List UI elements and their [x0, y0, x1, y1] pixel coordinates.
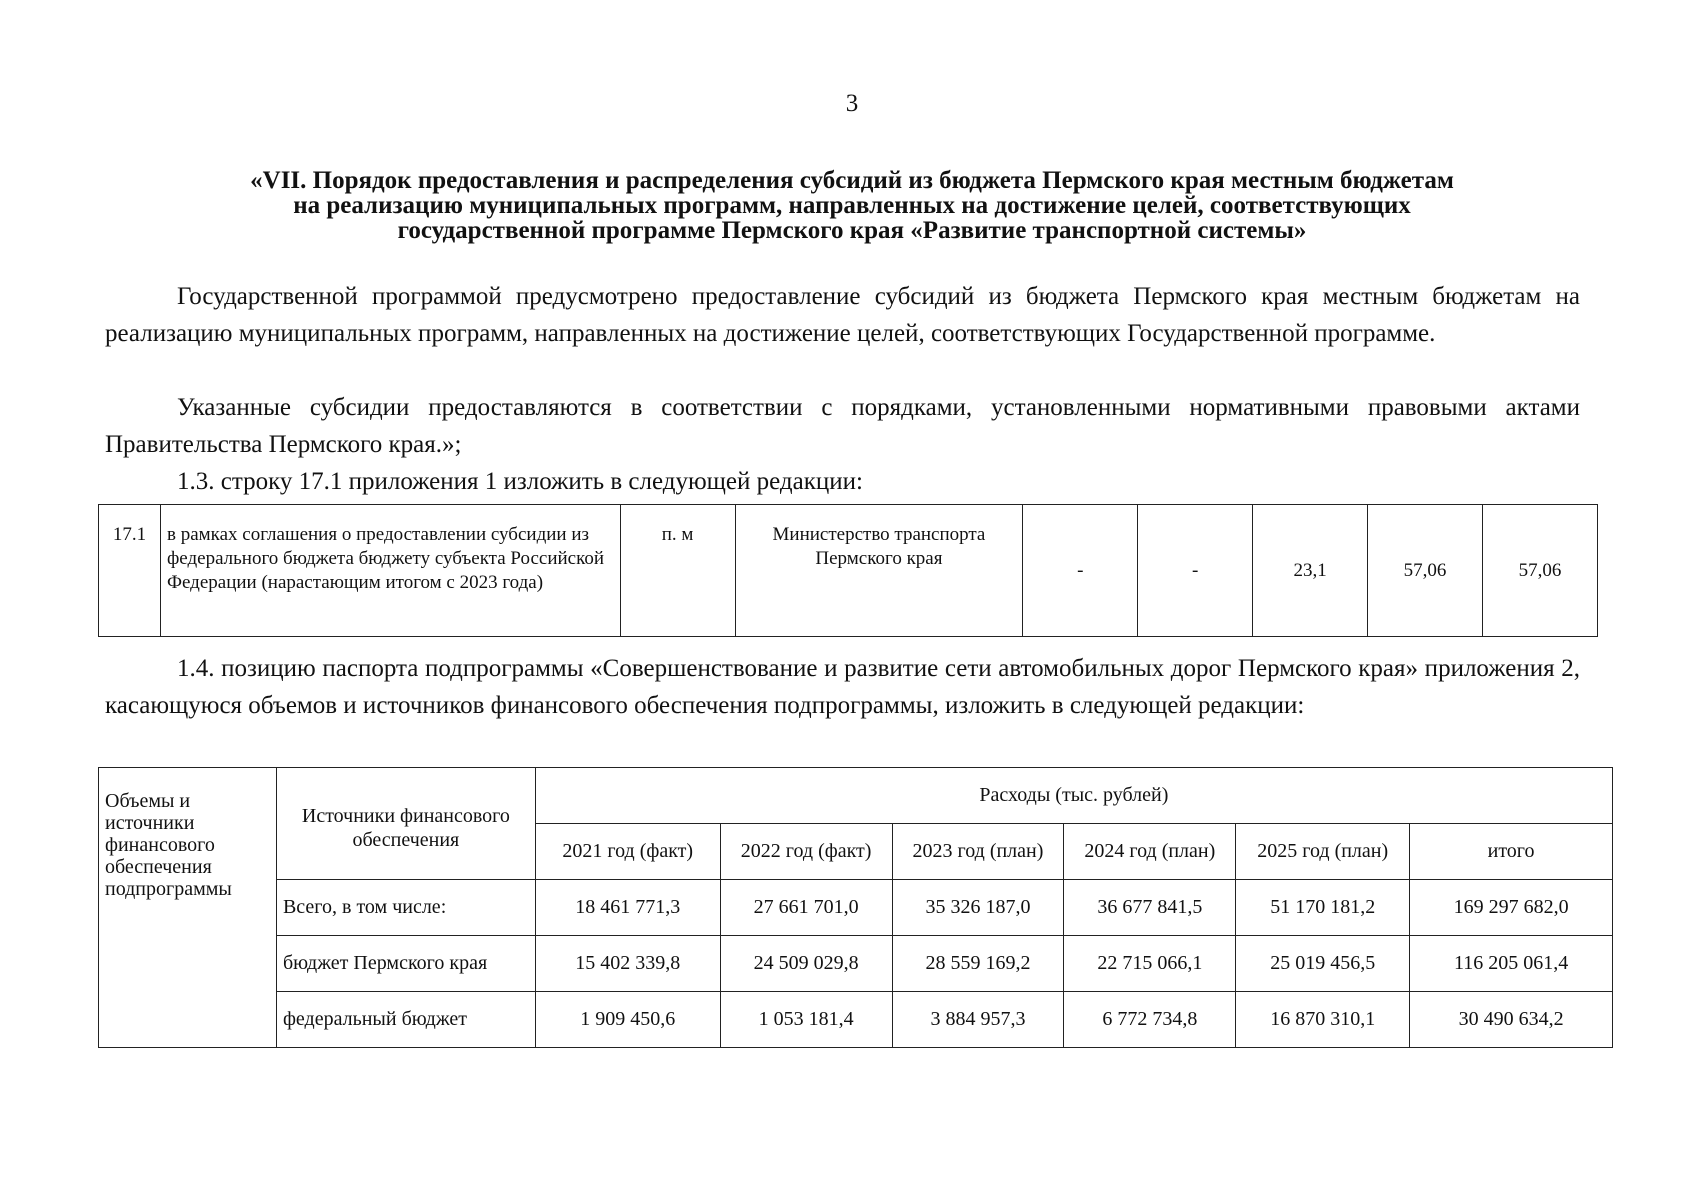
- row-unit: п. м: [620, 505, 735, 637]
- page-number: 3: [845, 90, 859, 117]
- table-cell: 27 661 701,0: [720, 880, 892, 936]
- year-header: 2024 год (план): [1064, 824, 1236, 880]
- table-row: [99, 936, 1613, 992]
- table-row: [99, 505, 1598, 637]
- heading-line-1: «VII. Порядок предоставления и распределения субсидий из бюджета Пермского края местным бюджетам: [250, 167, 1454, 194]
- row-label: федеральный бюджет: [276, 992, 535, 1048]
- year-header: 2022 год (факт): [720, 824, 892, 880]
- table-cell: 16 870 310,1: [1236, 992, 1410, 1048]
- table-row: [99, 768, 1613, 824]
- heading-line-3: государственной программе Пермского края «Развитие транспортной системы»: [397, 217, 1307, 244]
- table-cell: 25 019 456,5: [1236, 936, 1410, 992]
- table-cell: 22 715 066,1: [1064, 936, 1236, 992]
- section-heading: [110, 168, 1594, 243]
- row-number: 17.1: [99, 505, 161, 637]
- sources-header: Источники финансового обеспечения: [276, 768, 535, 880]
- table-cell: 3 884 957,3: [892, 992, 1064, 1048]
- table-row: [99, 992, 1613, 1048]
- row-value-5: 57,06: [1483, 505, 1598, 637]
- table-cell: 169 297 682,0: [1410, 880, 1613, 936]
- paragraph-passport: 1.4. позицию паспорта подпрограммы «Совершенствование и развитие сети автомобильных дорог Пермского края» приложения 2, касающуюся объемов и источников финансового обеспечения подпрограммы, изложить в следующей редакции:: [105, 655, 1580, 719]
- table-cell: 28 559 169,2: [892, 936, 1064, 992]
- expenses-header: Расходы (тыс. рублей): [535, 768, 1612, 824]
- finance-table: [98, 767, 1613, 1048]
- year-header: 2021 год (факт): [535, 824, 720, 880]
- paragraph-subsidies: Указанные субсидии предоставляются в соответствии с порядками, установленными нормативными правовыми актами Правительства Пермского края.»;: [105, 394, 1580, 458]
- row-value-4: 57,06: [1368, 505, 1483, 637]
- row-executor: Министерство транспорта Пермского края: [735, 505, 1023, 637]
- row-label: Всего, в том числе:: [276, 880, 535, 936]
- table-cell: 1 053 181,4: [720, 992, 892, 1048]
- row-17-1-table: [98, 504, 1598, 637]
- paragraph-amend-row: 1.3. строку 17.1 приложения 1 изложить в следующей редакции:: [177, 468, 863, 495]
- table-cell: 1 909 450,6: [535, 992, 720, 1048]
- table-cell: 51 170 181,2: [1236, 880, 1410, 936]
- row-description: в рамках соглашения о предоставлении субсидии из федерального бюджета бюджету субъекта Российской Федерации (нарастающим итогом с 2023 года): [160, 505, 620, 637]
- table-cell: 15 402 339,8: [535, 936, 720, 992]
- table-cell: 30 490 634,2: [1410, 992, 1613, 1048]
- table-cell: 35 326 187,0: [892, 880, 1064, 936]
- year-header: 2025 год (план): [1236, 824, 1410, 880]
- table-cell: 18 461 771,3: [535, 880, 720, 936]
- table-cell: 6 772 734,8: [1064, 992, 1236, 1048]
- row-label: бюджет Пермского края: [276, 936, 535, 992]
- paragraph-program: Государственной программой предусмотрено предоставление субсидий из бюджета Пермского края местным бюджетам на реализацию муниципальных программ, направленных на достижение целей, соответствующих Государственной программе.: [105, 283, 1580, 347]
- total-header: итого: [1410, 824, 1613, 880]
- row-value-1: -: [1023, 505, 1138, 637]
- table-cell: 36 677 841,5: [1064, 880, 1236, 936]
- row-value-3: 23,1: [1253, 505, 1368, 637]
- finance-label: Объемы и источники финансового обеспечения подпрограммы: [99, 768, 277, 1048]
- heading-line-2: на реализацию муниципальных программ, направленных на достижение целей, соответствующих: [293, 192, 1411, 219]
- year-header: 2023 год (план): [892, 824, 1064, 880]
- table-row: [99, 880, 1613, 936]
- row-value-2: -: [1138, 505, 1253, 637]
- table-cell: 24 509 029,8: [720, 936, 892, 992]
- table-cell: 116 205 061,4: [1410, 936, 1613, 992]
